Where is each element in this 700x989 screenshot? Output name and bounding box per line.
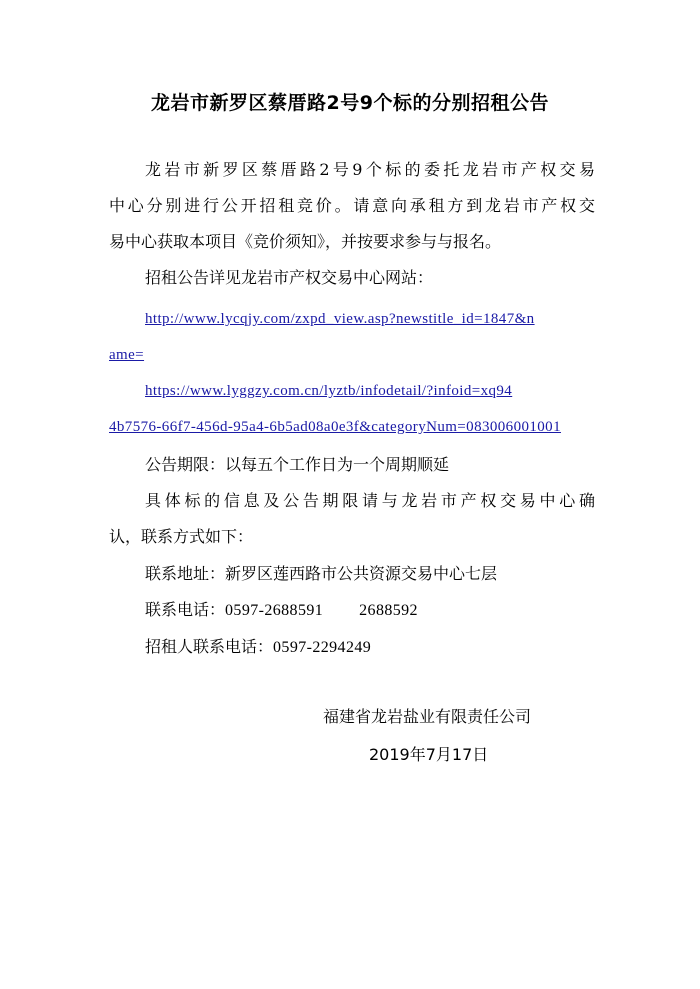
- website-intro: 招租公告详见龙岩市产权交易中心网站：: [145, 268, 434, 287]
- lessor-phone-row: [145, 634, 371, 661]
- contact-address: 联系地址：新罗区莲西路市公共资源交易中心七层: [145, 564, 498, 583]
- notice-period: 公告期限：以每五个工作日为一个周期顺延: [145, 455, 450, 474]
- link-lycqjy-part-2[interactable]: ame=: [109, 347, 145, 363]
- link-lyggzy-part-2[interactable]: 4b7576-66f7-456d-95a4-6b5ad08a0e3f&categoryNum=083006001001: [109, 419, 561, 435]
- paragraph-3-line-2: 认，联系方式如下：: [109, 527, 254, 546]
- lessor-phone-number: 0597-2294249: [273, 639, 372, 656]
- link-lycqjy-part-1[interactable]: http://www.lycqjy.com/zxpd_view.asp?newstitle_id=1847&n: [145, 311, 535, 327]
- signature-company: 福建省龙岩盐业有限责任公司: [323, 707, 532, 726]
- link-lyggzy-part-1[interactable]: https://www.lyggzy.com.cn/lyztb/infodetail/?infoid=xq94: [145, 383, 513, 399]
- contact-phone-row: [145, 597, 418, 624]
- paragraph-1-line-1: 龙岩市新罗区蔡厝路2号9个标的委托龙岩市产权交易: [145, 160, 595, 179]
- document-title: 龙岩市新罗区蔡厝路2号9个标的分别招租公告: [151, 92, 549, 114]
- signature-date: 2019年7月17日: [369, 745, 489, 764]
- paragraph-3-line-1: 具体标的信息及公告期限请与龙岩市产权交易中心确: [145, 491, 595, 510]
- paragraph-1-line-2: 中心分别进行公开招租竞价。请意向承租方到龙岩市产权交: [109, 196, 595, 215]
- contact-phone-1: 0597-2688591: [225, 602, 324, 619]
- paragraph-1-line-3: 易中心获取本项目《竞价须知》，并按要求参与与报名。: [109, 232, 502, 251]
- lessor-phone-label: 招租人联系电话：: [145, 637, 274, 656]
- contact-phone-label: 联系电话：: [145, 600, 226, 619]
- contact-phone-2: 2688592: [359, 602, 418, 619]
